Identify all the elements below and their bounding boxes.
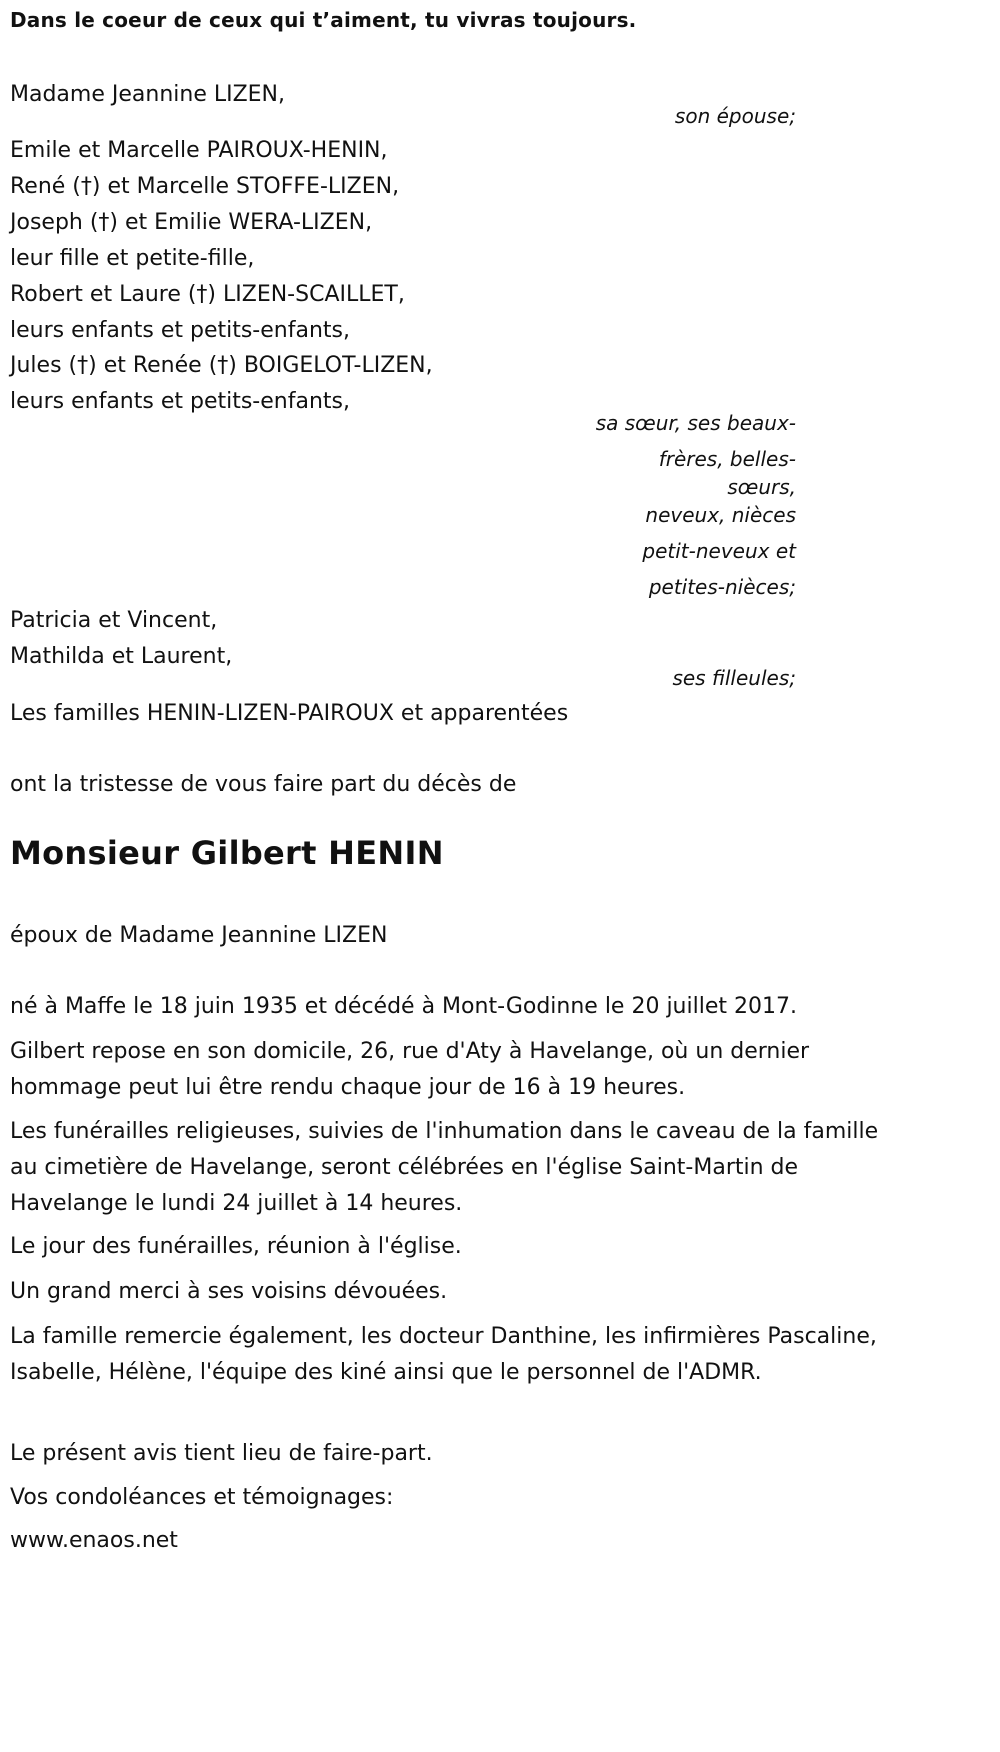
funeral-paragraph: Les funérailles religieuses, suivies de l'inhumation dans le caveau de la famille au cimetière de Havelange, seront célébrées en l'église Saint-Martin de Havelange le lundi 24 juillet à 14 heures.: [10, 1119, 879, 1216]
meeting-paragraph: Le jour des funérailles, réunion à l'église.: [10, 1234, 462, 1259]
family-line: leurs enfants et petits-enfants,: [10, 318, 350, 343]
family-line: Emile et Marcelle PAIROUX-HENIN,: [10, 138, 388, 163]
family-role-line: petites-nièces;: [648, 575, 796, 599]
spouse-of: époux de Madame Jeannine LIZEN: [10, 923, 388, 948]
spouse-role: son épouse;: [674, 104, 796, 128]
notice-paragraph: Le présent avis tient lieu de faire-part.: [10, 1441, 433, 1466]
spouse-name: Madame Jeannine LIZEN,: [10, 82, 286, 107]
family-line: leurs enfants et petits-enfants,: [10, 389, 350, 414]
family-line: Joseph (†) et Emilie WERA-LIZEN,: [10, 210, 373, 235]
deceased-name: Monsieur Gilbert HENIN: [10, 834, 444, 872]
family-role-line: frères, belles-: [658, 447, 796, 471]
thanks-staff-paragraph: La famille remercie également, les docteur Danthine, les infirmières Pascaline, Isabelle, Hélène, l'équipe des kiné ainsi que le personnel de l'ADMR.: [10, 1324, 877, 1385]
family-line: Robert et Laure (†) LIZEN-SCAILLET,: [10, 282, 405, 307]
family-role: [576, 405, 796, 605]
godchild-line: Mathilda et Laurent,: [10, 644, 233, 669]
family-role-line: neveux, nièces: [645, 503, 796, 527]
godchild-line: Patricia et Vincent,: [10, 608, 218, 633]
birth-death-paragraph: né à Maffe le 18 juin 1935 et décédé à Mont-Godinne le 20 juillet 2017.: [10, 994, 797, 1019]
families-line: Les familles HENIN-LIZEN-PAIROUX et apparentées: [10, 701, 569, 726]
thanks-neighbors-paragraph: Un grand merci à ses voisins dévouées.: [10, 1279, 448, 1304]
family-role-line: sœurs,: [727, 475, 796, 499]
family-line: René (†) et Marcelle STOFFE-LIZEN,: [10, 174, 400, 199]
family-line: leur fille et petite-fille,: [10, 246, 255, 271]
family-line: Jules (†) et Renée (†) BOIGELOT-LIZEN,: [10, 353, 433, 378]
website-link[interactable]: www.enaos.net: [10, 1528, 178, 1553]
visitation-paragraph: Gilbert repose en son domicile, 26, rue d'Aty à Havelange, où un dernier hommage peut lui être rendu chaque jour de 16 à 19 heures.: [10, 1039, 810, 1100]
motto: Dans le coeur de ceux qui t’aiment, tu vivras toujours.: [10, 8, 637, 32]
family-role-line: petit-neveux et: [642, 539, 796, 563]
announcement: ont la tristesse de vous faire part du décès de: [10, 772, 517, 797]
condolences-paragraph: Vos condoléances et témoignages:: [10, 1485, 394, 1510]
godchildren-role: ses filleules;: [672, 666, 796, 690]
family-role-line: sa sœur, ses beaux-: [595, 411, 796, 435]
